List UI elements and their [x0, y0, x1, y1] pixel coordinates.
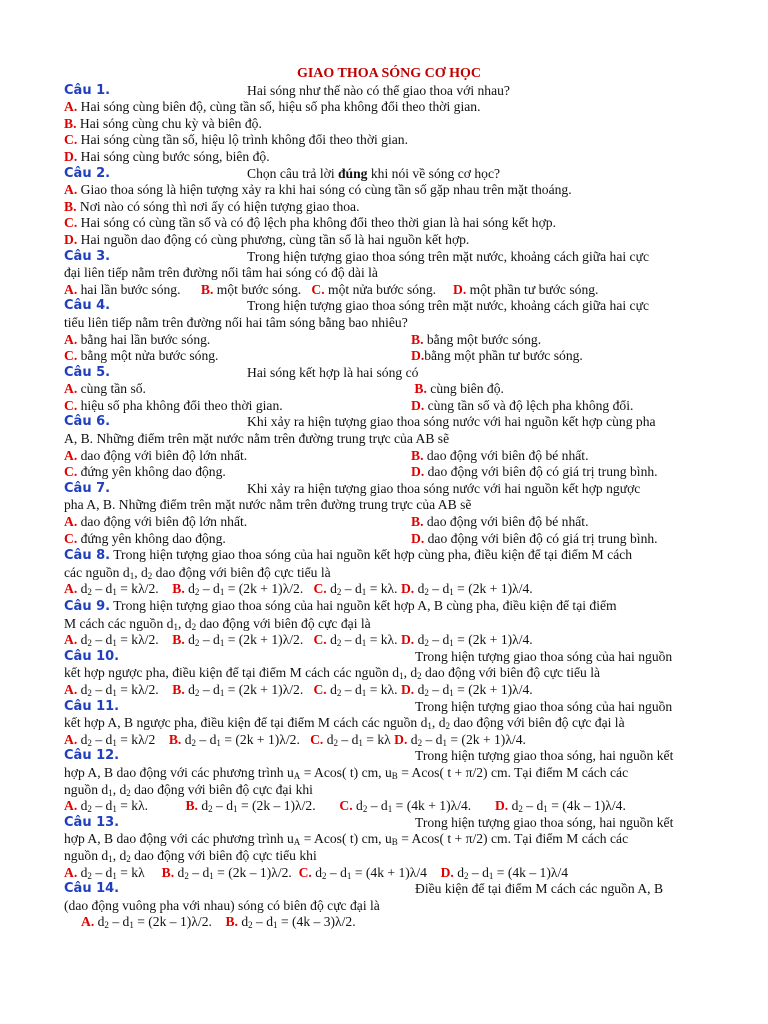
question-label: Câu 12. — [64, 748, 120, 764]
options-row: C. đứng yên không dao động. D. dao động với biên độ có giá trị trung bình. — [64, 464, 658, 480]
question-text: Trong hiện tượng giao thoa sóng trên mặt nước, khoảng cách giữa hai cực — [247, 298, 649, 314]
question-label: Câu 13. — [64, 814, 120, 830]
question-text: Trong hiện tượng giao thoa sóng của hai nguồn — [415, 648, 673, 664]
question-label: Câu 9. — [64, 599, 111, 614]
question-label: Câu 6. — [64, 414, 111, 430]
question-3 — [64, 249, 714, 266]
question-text: Trong hiện tượng giao thoa sóng, hai nguồn kết — [415, 748, 674, 764]
question-text: Khi xảy ra hiện tượng giao thoa sóng nước với hai nguồn kết hợp ngược — [247, 480, 641, 496]
options-row: A. $d_2 - d_1 = k\lambda/2$. B. $d_2 - d_1 = (2k + 1)\lambda/2$. C. $d_2 - d_1 = k\lambda$. D. $d_2 - d_1 = (2k + 1)\lambda/4$. — [64, 681, 533, 698]
question-text: Hai sóng như thế nào có thể giao thoa với nhau? — [247, 82, 510, 98]
options-row: A. hai lần bước sóng. B. một bước sóng. C. một nửa bước sóng. D. một phần tư bước sóng. — [64, 281, 599, 297]
question-text: Trong hiện tượng giao thoa sóng của hai nguồn kết hợp A, B cùng pha, điều kiện để tại điểm — [113, 598, 617, 613]
question-7 — [64, 481, 714, 498]
question-1 — [64, 83, 714, 100]
question-text-cont: A, B. Những điểm trên mặt nước nằm trên đường trung trực của AB sẽ — [64, 431, 450, 447]
question-14 — [64, 881, 714, 898]
question-text-cont: tiểu liên tiếp nằm trên đường nối hai tâm sóng bằng bao nhiêu? — [64, 314, 408, 330]
options-row: A. $d_2 - d_1 = k\lambda/2$ B. $d_2 - d_1 = (2k + 1)\lambda/2$. C. $d_2 - d_1 = k\lambda$ D. $d_2 - d_1 = (2k + 1)\lambda/4$. — [64, 731, 526, 748]
option-d: D. Hai sóng cùng bước sóng, biên độ. — [64, 148, 270, 164]
question-2 — [64, 166, 714, 183]
question-label: Câu 10. — [64, 648, 120, 664]
question-label: Câu 7. — [64, 480, 111, 496]
question-text: Hai sóng kết hợp là hai sóng có — [247, 364, 419, 380]
option-a: A. Giao thoa sóng là hiện tượng xảy ra khi hai sóng có cùng tần số gặp nhau trên mặt thoáng. — [64, 182, 572, 198]
options-row: C. hiệu số pha không đổi theo thời gian. D. cùng tần số và độ lệch pha không đổi. — [64, 397, 634, 413]
question-10 — [64, 649, 714, 666]
options-row: A. cùng tần số. B. cùng biên độ. — [64, 381, 504, 397]
question-label: Câu 3. — [64, 248, 111, 264]
question-label: Câu 2. — [64, 165, 111, 181]
question-12 — [64, 748, 714, 765]
question-label: Câu 1. — [64, 82, 111, 98]
options-row: A. bằng hai lần bước sóng. B. bằng một bước sóng. — [64, 331, 542, 347]
options-row: A. $d_2 - d_1 = k\lambda$ B. $d_2 - d_1 = (2k - 1)\lambda/2$. C. $d_2 - d_1 = (4k + 1)\lambda/4$ D. $d_2 - d_1 = (4k - 1)\lambda/4$ — [64, 864, 569, 881]
question-text-cont: hợp A, B dao động với các phương trình $u_A = Acos$( t) cm, $u_B = Acos$( t + π/2) cm. Tại điểm M cách các — [64, 831, 629, 848]
question-6 — [64, 414, 714, 431]
question-text-cont: (dao động vuông pha với nhau) sóng có biên độ cực đại là — [64, 897, 380, 913]
question-text: Điều kiện để tại điểm M cách các nguồn A, B — [415, 881, 664, 897]
question-text: Trong hiện tượng giao thoa sóng, hai nguồn kết — [415, 814, 674, 830]
question-8 — [64, 547, 714, 565]
options-row: C. đứng yên không dao động. D. dao động với biên độ có giá trị trung bình. — [64, 530, 658, 546]
option-a: A. Hai sóng cùng biên độ, cùng tần số, hiệu số pha không đổi theo thời gian. — [64, 99, 481, 115]
question-text-cont: kết hợp A, B ngược pha, điều kiện để tại điểm M cách các nguồn $d_1$, $d_2$ dao động với biên độ cực đại là — [64, 715, 625, 732]
question-text-cont: đại liên tiếp nằm trên đường nối tâm hai sóng có độ dài là — [64, 265, 378, 281]
question-label: Câu 14. — [64, 881, 120, 897]
options-row: C. bằng một nửa bước sóng. D.bằng một phần tư bước sóng. — [64, 348, 583, 364]
options-row: A. $d_2 - d_1 = (2k - 1)\lambda/2$. B. $d_2 - d_1 = (4k - 3)\lambda/2$. — [81, 914, 356, 931]
question-text: Chọn câu trả lời đúng khi nói về sóng cơ học? — [247, 165, 501, 181]
question-label: Câu 8. — [64, 548, 111, 564]
option-b: B. Nơi nào có sóng thì nơi ấy có hiện tượng giao thoa. — [64, 198, 360, 214]
question-13 — [64, 815, 714, 832]
question-text-cont: pha A, B. Những điểm trên mặt nước nằm trên đường trung trực của AB sẽ — [64, 497, 472, 513]
option-c: C. Hai sóng có cùng tần số và có độ lệch pha không đổi theo thời gian là hai sóng kết hợp. — [64, 215, 556, 231]
question-text-cont: các nguồn $d_1$, $d_2$ dao động với biên độ cực tiểu là — [64, 564, 331, 581]
question-label: Câu 11. — [64, 698, 120, 714]
question-5 — [64, 365, 714, 382]
options-row: A. dao động với biên độ lớn nhất. B. dao động với biên độ bé nhất. — [64, 447, 589, 463]
question-text: Trong hiện tượng giao thoa sóng của hai nguồn kết hợp cùng pha, điều kiện để tại điểm M cách — [113, 547, 633, 563]
question-text-cont: nguồn $d_1$, $d_2$ dao động với biên độ cực tiểu khi — [64, 847, 317, 864]
question-label: Câu 4. — [64, 298, 111, 314]
options-row: A. $d_2 - d_1 = k\lambda$. B. $d_2 - d_1 = (2k - 1)\lambda/2$. C. $d_2 - d_1 = (4k + 1)\lambda/4$. D. $d_2 - d_1 = (4k - 1)\lambda/4$. — [64, 798, 626, 815]
page-title: GIAO THOA SÓNG CƠ HỌC — [296, 66, 482, 81]
question-text: Trong hiện tượng giao thoa sóng trên mặt nước, khoảng cách giữa hai cực — [247, 248, 649, 264]
option-b: B. Hai sóng cùng chu kỳ và biên độ. — [64, 115, 262, 131]
options-row: A. $d_2 - d_1 = k\lambda/2$. B. $d_2 - d_1 = (2k + 1)\lambda/2$. C. $d_2 - d_1 = k\lambda$. D. $d_2 - d_1 = (2k + 1)\lambda/4$. — [64, 581, 533, 598]
question-text-cont: hợp A, B dao động với các phương trình $u_A = Acos$( t) cm, $u_B = Acos$( t + π/2) cm. Tại điểm M cách các — [64, 764, 629, 781]
question-text-cont: kết hợp ngược pha, điều kiện để tại điểm M cách các nguồn $d_1$, $d_2$ dao động với biên độ cực tiểu là — [64, 665, 601, 682]
question-label: Câu 5. — [64, 364, 111, 380]
options-row: A. $d_2 - d_1 = k\lambda/2$. B. $d_2 - d_1 = (2k + 1)\lambda/2$. C. $d_2 - d_1 = k\lambda$. D. $d_2 - d_1 = (2k + 1)\lambda/4$. — [64, 632, 533, 649]
question-text: Trong hiện tượng giao thoa sóng của hai nguồn — [415, 698, 673, 714]
options-row: A. dao động với biên độ lớn nhất. B. dao động với biên độ bé nhất. — [64, 514, 589, 530]
option-d: D. Hai nguồn dao động có cùng phương, cùng tần số là hai nguồn kết hợp. — [64, 231, 470, 247]
question-11 — [64, 699, 714, 716]
question-text-cont: nguồn $d_1$, $d_2$ dao động với biên độ cực đại khi — [64, 781, 313, 798]
question-4 — [64, 298, 714, 315]
question-9 — [64, 598, 714, 616]
option-c: C. Hai sóng cùng tần số, hiệu lộ trình không đổi theo thời gian. — [64, 132, 408, 148]
document-page — [64, 66, 714, 931]
question-text-cont: M cách các nguồn $d_1$, $d_2$ dao động với biên độ cực đại là — [64, 615, 371, 632]
question-text: Khi xảy ra hiện tượng giao thoa sóng nước với hai nguồn kết hợp cùng pha — [247, 414, 656, 430]
